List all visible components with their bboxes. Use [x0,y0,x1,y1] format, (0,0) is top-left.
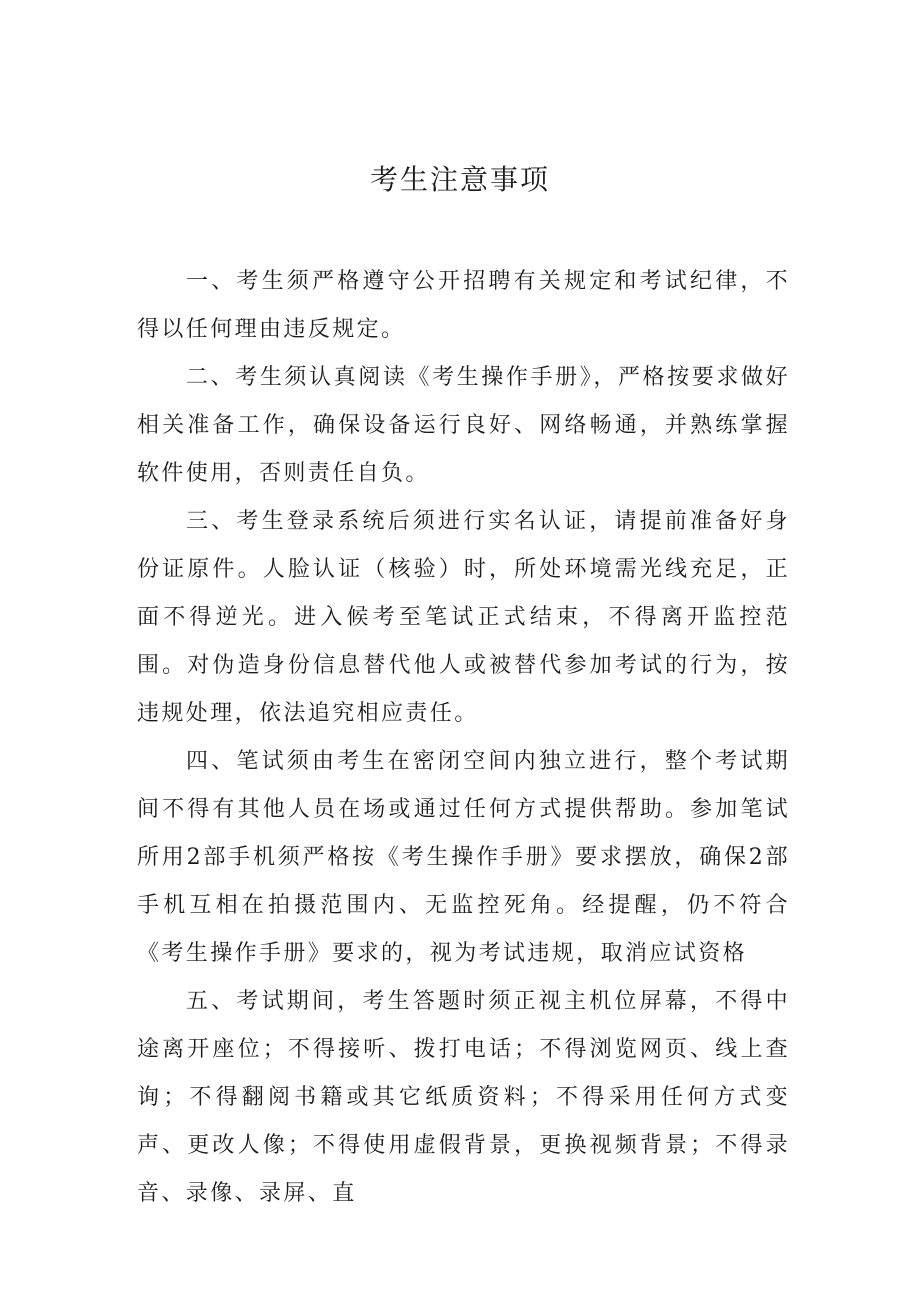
paragraph-5: 五、考试期间，考生答题时须正视主机位屏幕，不得中途离开座位；不得接听、拨打电话；不得浏览网页、线上查询；不得翻阅书籍或其它纸质资料；不得采用任何方式变声、更改人像；不得使用虚假背景，更换视频背景；不得录音、录像、录屏、直 [137,989,790,1206]
paragraph-3: 三、考生登录系统后须进行实名认证，请提前准备好身份证原件。人脸认证（核验）时，所处环境需光线充足，正面不得逆光。进入候考至笔试正式结束，不得离开监控范围。对伪造身份信息替代他人或被替代参加考试的行为，按违规处理，依法追究相应责任。 [137,509,790,726]
paragraph-4: 四、笔试须由考生在密闭空间内独立进行，整个考试期间不得有其他人员在场或通过任何方式提供帮助。参加笔试所用2部手机须严格按《考生操作手册》要求摆放，确保2部手机互相在拍摄范围内、无监控死角。经提醒，仍不符合《考生操作手册》要求的，视为考试违规，取消应试资格 [137,749,790,966]
document-body [137,258,790,1218]
paragraph-1: 一、考生须严格遵守公开招聘有关规定和考试纪律，不得以任何理由违反规定。 [137,269,790,342]
document-title: 考生注意事项 [369,163,550,196]
paragraph-2: 二、考生须认真阅读《考生操作手册》，严格按要求做好相关准备工作，确保设备运行良好、网络畅通，并熟练掌握软件使用，否则责任自负。 [137,365,790,486]
